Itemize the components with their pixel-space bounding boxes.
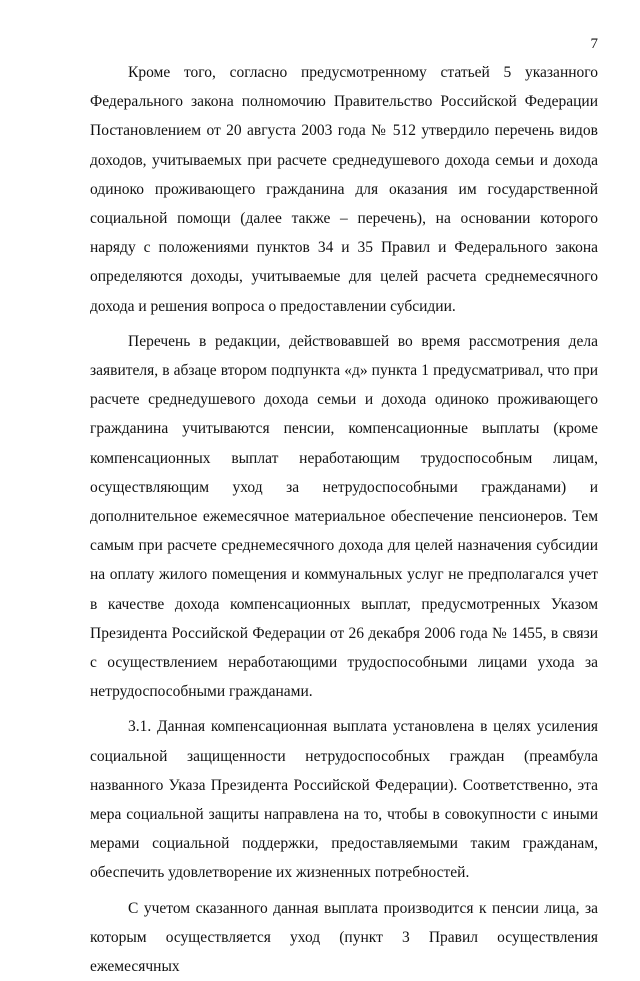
- paragraph-4: С учетом сказанного данная выплата производится к пенсии лица, за которым осуществляется уход (пункт 3 Правил осуществления ежемесячных: [90, 899, 598, 976]
- paragraph-3: 3.1. Данная компенсационная выплата установлена в целях усиления социальной защищенности нетрудоспособных граждан (преамбула названного Указа Президента Российской Федерации). Соответственно, эта мера социальной защиты направлена на то, чтобы в совокупности с иными мерами социальной поддержки, предоставляемыми таким гражданам, обеспечить удовлетворение их жизненных потребностей.: [90, 718, 598, 882]
- page-number: 7: [590, 36, 598, 52]
- paragraph-2: Перечень в редакции, действовавшей во время рассмотрения дела заявителя, в абзаце втором подпункта «д» пункта 1 предусматривал, что при расчете среднедушевого дохода семьи и дохода одиноко проживающего гражданина учитываются пенсии, компенсационные выплаты (кроме компенсационных выплат неработающим трудоспособным лицам, осуществляющим уход за нетрудоспособными гражданами) и дополнительное ежемесячное материальное обеспечение пенсионеров. Тем самым при расчете среднемесячного дохода для целей назначения субсидии на оплату жилого помещения и коммунальных услуг не предполагался учет в качестве дохода компенсационных выплат, предусмотренных Указом Президента Российской Федерации от 26 декабря 2006 года № 1455, в связи с осуществлением неработающими трудоспособными лицами ухода за нетрудоспособными гражданами.: [90, 332, 598, 701]
- document-body: [90, 58, 598, 981]
- paragraph-1: Кроме того, согласно предусмотренному статьей 5 указанного Федерального закона полномочию Правительство Российской Федерации Постановлением от 20 августа 2003 года № 512 утвердило перечень видов доходов, учитываемых при расчете среднедушевого дохода семьи и дохода одиноко проживающего гражданина для оказания им государственной социальной помощи (далее также – перечень), на основании которого наряду с положениями пунктов 34 и 35 Правил и Федерального закона определяются доходы, учитываемые для целей расчета среднемесячного дохода и решения вопроса о предоставлении субсидии.: [90, 64, 598, 315]
